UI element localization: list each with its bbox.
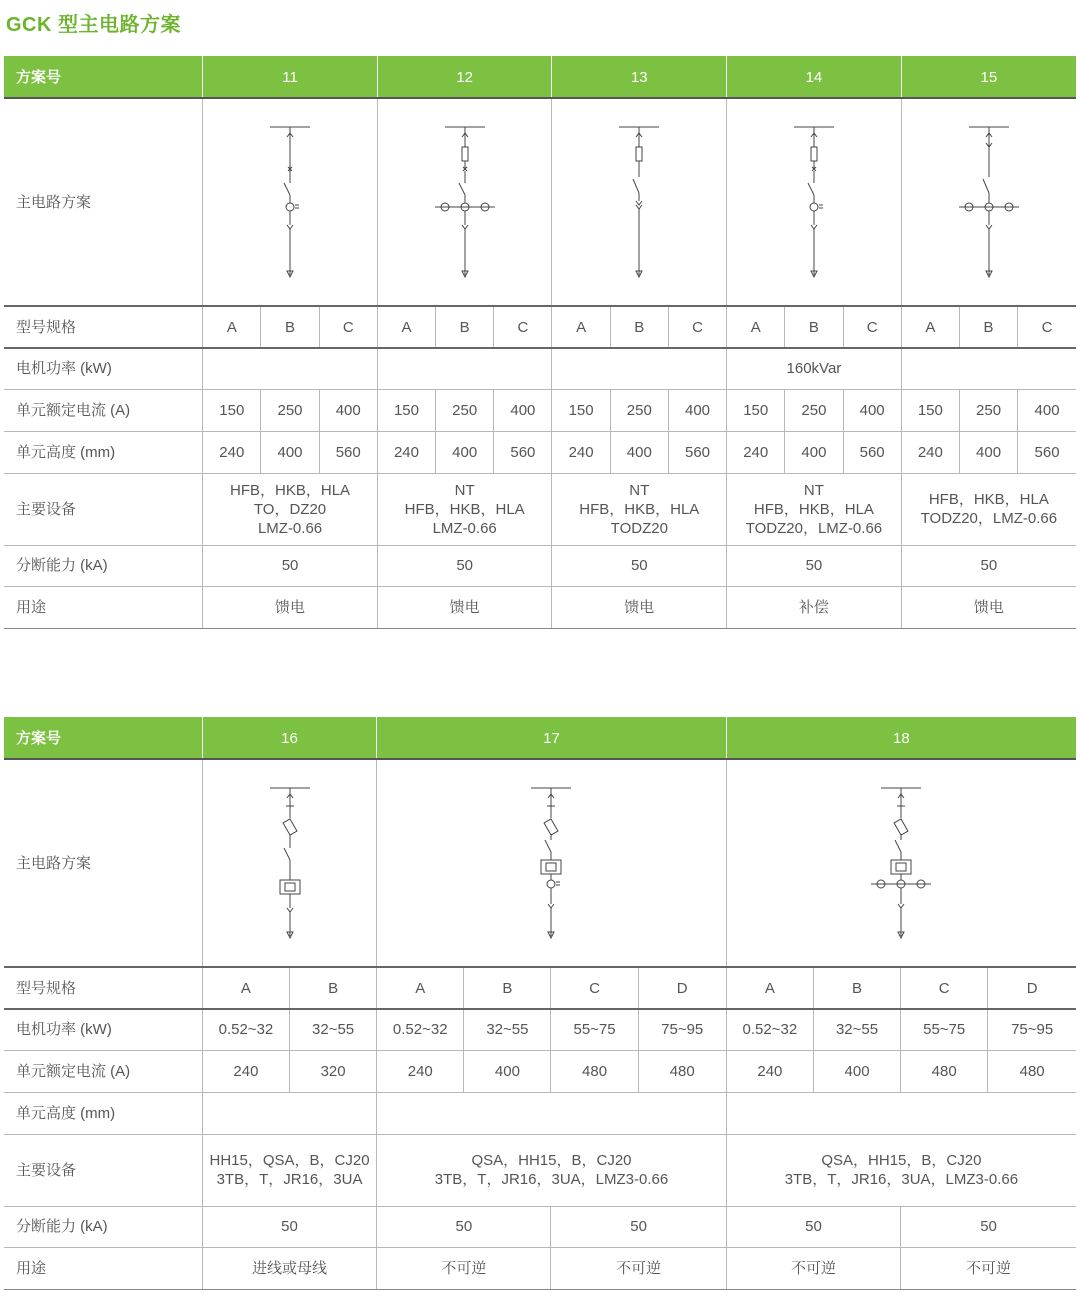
height-cell: 560 (843, 431, 901, 473)
height-cell: 400 (436, 431, 494, 473)
height-cell: 240 (901, 431, 959, 473)
height-cell: 560 (494, 431, 552, 473)
current-cell: 240 (726, 1050, 813, 1092)
usage-cell: 进线或母线 (202, 1247, 376, 1289)
current-cell: 480 (988, 1050, 1076, 1092)
model-cell: B (261, 306, 319, 348)
rated-current-label: 单元额定电流 (A) (4, 389, 203, 431)
motor-power-cell: 0.52~32 (726, 1009, 813, 1050)
unit-height-row (4, 431, 1076, 473)
motor-power-cell: 55~75 (551, 1009, 638, 1050)
scheme-no-label: 方案号 (4, 718, 202, 760)
model-cell: C (901, 967, 988, 1009)
height-cell: 400 (261, 431, 319, 473)
model-cell: B (813, 967, 900, 1009)
current-cell: 250 (959, 389, 1017, 431)
current-cell: 240 (202, 1050, 289, 1092)
breaking-cell: 50 (901, 1206, 1076, 1247)
usage-cell: 补偿 (727, 586, 902, 628)
diagram-row (4, 759, 1076, 967)
equipment-cell: HH15，QSA，B，CJ20 3TB，T，JR16，3UA (202, 1134, 376, 1206)
model-cell: B (959, 306, 1017, 348)
current-cell: 250 (436, 389, 494, 431)
usage-cell: 馈电 (552, 586, 727, 628)
motor-power-cell (377, 348, 552, 389)
model-cell: B (610, 306, 668, 348)
motor-power-cell: 75~95 (988, 1009, 1076, 1050)
motor-power-label: 电机功率 (kW) (4, 1009, 202, 1050)
page-title: GCK 型主电路方案 (6, 14, 181, 36)
motor-power-label: 电机功率 (kW) (4, 348, 203, 389)
usage-cell: 馈电 (901, 586, 1076, 628)
model-cell: B (785, 306, 843, 348)
scheme-number: 15 (901, 57, 1076, 99)
scheme-number: 13 (552, 57, 727, 99)
equipment-cell: QSA，HH15，B，CJ20 3TB，T，JR16，3UA，LMZ3-0.66 (726, 1134, 1076, 1206)
equipment-cell: NT HFB，HKB，HLA LMZ-0.66 (377, 473, 552, 545)
current-cell: 400 (464, 1050, 551, 1092)
usage-cell: 不可逆 (901, 1247, 1076, 1289)
model-row (4, 306, 1076, 348)
rated-current-label: 单元额定电流 (A) (4, 1050, 202, 1092)
unit-height-label: 单元高度 (mm) (4, 431, 203, 473)
circuit-diagram-17 (377, 759, 727, 967)
usage-row (4, 586, 1076, 628)
usage-row (4, 1247, 1076, 1289)
current-cell: 150 (377, 389, 435, 431)
motor-power-row (4, 348, 1076, 389)
scheme-number: 11 (203, 57, 378, 99)
breaking-cell: 50 (203, 545, 378, 586)
usage-cell: 不可逆 (726, 1247, 900, 1289)
height-cell: 240 (552, 431, 610, 473)
motor-power-cell: 32~55 (813, 1009, 900, 1050)
current-cell: 250 (261, 389, 319, 431)
scheme-no-label: 方案号 (4, 57, 203, 99)
height-cell (202, 1092, 376, 1134)
model-cell: C (843, 306, 901, 348)
model-cell: C (668, 306, 726, 348)
current-cell: 400 (494, 389, 552, 431)
model-cell: A (202, 967, 289, 1009)
model-cell: A (552, 306, 610, 348)
main-equipment-label: 主要设备 (4, 1134, 202, 1206)
motor-power-cell: 0.52~32 (377, 1009, 464, 1050)
current-cell: 480 (551, 1050, 638, 1092)
equipment-cell: QSA，HH15，B，CJ20 3TB，T，JR16，3UA，LMZ3-0.66 (377, 1134, 727, 1206)
motor-power-cell (203, 348, 378, 389)
current-cell: 250 (785, 389, 843, 431)
model-label: 型号规格 (4, 967, 202, 1009)
current-cell: 250 (610, 389, 668, 431)
current-cell: 150 (727, 389, 785, 431)
scheme-number: 17 (377, 718, 727, 760)
motor-power-cell: 0.52~32 (202, 1009, 289, 1050)
scheme-number: 12 (377, 57, 552, 99)
model-cell: B (464, 967, 551, 1009)
usage-label: 用途 (4, 1247, 202, 1289)
breaking-cell: 50 (901, 545, 1076, 586)
height-cell (377, 1092, 727, 1134)
current-cell: 480 (638, 1050, 726, 1092)
model-cell: C (319, 306, 377, 348)
current-cell: 320 (290, 1050, 377, 1092)
circuit-diagram-11 (203, 98, 378, 306)
scheme-number: 16 (202, 718, 376, 760)
breaking-cell: 50 (552, 545, 727, 586)
model-cell: A (377, 306, 435, 348)
motor-power-cell (901, 348, 1076, 389)
current-cell: 150 (552, 389, 610, 431)
breaking-row (4, 1206, 1076, 1247)
model-cell: C (1018, 306, 1076, 348)
circuit-diagram-18 (726, 759, 1076, 967)
model-cell: D (638, 967, 726, 1009)
model-cell: A (901, 306, 959, 348)
scheme-table-11-15 (4, 56, 1076, 629)
scheme-number: 18 (726, 718, 1076, 760)
height-cell: 400 (610, 431, 668, 473)
motor-power-cell: 160kVar (727, 348, 902, 389)
breaking-cell: 50 (377, 1206, 551, 1247)
breaking-cell: 50 (727, 545, 902, 586)
main-equipment-label: 主要设备 (4, 473, 203, 545)
height-cell: 560 (1018, 431, 1076, 473)
main-circuit-label: 主电路方案 (4, 98, 203, 306)
breaking-row (4, 545, 1076, 586)
height-cell: 240 (203, 431, 261, 473)
height-cell: 560 (319, 431, 377, 473)
usage-cell: 馈电 (377, 586, 552, 628)
model-cell: C (494, 306, 552, 348)
header-row (4, 718, 1076, 760)
height-cell (726, 1092, 1076, 1134)
equipment-cell: NT HFB，HKB，HLA TODZ20，LMZ-0.66 (727, 473, 902, 545)
breaking-cell: 50 (726, 1206, 900, 1247)
model-cell: A (377, 967, 464, 1009)
header-row (4, 57, 1076, 99)
circuit-diagram-14 (727, 98, 902, 306)
equipment-cell: HFB，HKB，HLA TO，DZ20 LMZ-0.66 (203, 473, 378, 545)
height-cell: 240 (377, 431, 435, 473)
circuit-diagram-16 (202, 759, 376, 967)
breaking-cell: 50 (377, 545, 552, 586)
model-cell: A (203, 306, 261, 348)
rated-current-row (4, 389, 1076, 431)
breaking-cell: 50 (202, 1206, 376, 1247)
usage-cell: 不可逆 (551, 1247, 726, 1289)
model-row (4, 967, 1076, 1009)
current-cell: 400 (1018, 389, 1076, 431)
usage-label: 用途 (4, 586, 203, 628)
scheme-number: 14 (727, 57, 902, 99)
usage-cell: 不可逆 (377, 1247, 551, 1289)
model-cell: A (727, 306, 785, 348)
model-cell: C (551, 967, 638, 1009)
breaking-capacity-label: 分断能力 (kA) (4, 545, 203, 586)
current-cell: 480 (901, 1050, 988, 1092)
equipment-cell: NT HFB，HKB，HLA TODZ20 (552, 473, 727, 545)
unit-height-row (4, 1092, 1076, 1134)
motor-power-cell: 75~95 (638, 1009, 726, 1050)
model-cell: D (988, 967, 1076, 1009)
main-circuit-label: 主电路方案 (4, 759, 202, 967)
current-cell: 400 (843, 389, 901, 431)
equipment-row (4, 473, 1076, 545)
breaking-capacity-label: 分断能力 (kA) (4, 1206, 202, 1247)
height-cell: 400 (959, 431, 1017, 473)
circuit-diagram-13 (552, 98, 727, 306)
current-cell: 400 (319, 389, 377, 431)
motor-power-cell: 32~55 (464, 1009, 551, 1050)
unit-height-label: 单元高度 (mm) (4, 1092, 202, 1134)
motor-power-cell: 55~75 (901, 1009, 988, 1050)
model-cell: A (726, 967, 813, 1009)
current-cell: 400 (668, 389, 726, 431)
current-cell: 150 (901, 389, 959, 431)
rated-current-row (4, 1050, 1076, 1092)
usage-cell: 馈电 (203, 586, 378, 628)
equipment-row (4, 1134, 1076, 1206)
breaking-cell: 50 (551, 1206, 726, 1247)
height-cell: 560 (668, 431, 726, 473)
height-cell: 240 (727, 431, 785, 473)
model-cell: B (290, 967, 377, 1009)
diagram-row (4, 98, 1076, 306)
current-cell: 150 (203, 389, 261, 431)
scheme-table-16-18 (4, 717, 1076, 1290)
model-cell: B (436, 306, 494, 348)
motor-power-cell: 32~55 (290, 1009, 377, 1050)
current-cell: 240 (377, 1050, 464, 1092)
circuit-diagram-12 (377, 98, 552, 306)
motor-power-cell (552, 348, 727, 389)
circuit-diagram-15 (901, 98, 1076, 306)
model-label: 型号规格 (4, 306, 203, 348)
current-cell: 400 (813, 1050, 900, 1092)
height-cell: 400 (785, 431, 843, 473)
equipment-cell: HFB，HKB，HLA TODZ20，LMZ-0.66 (901, 473, 1076, 545)
motor-power-row (4, 1009, 1076, 1050)
